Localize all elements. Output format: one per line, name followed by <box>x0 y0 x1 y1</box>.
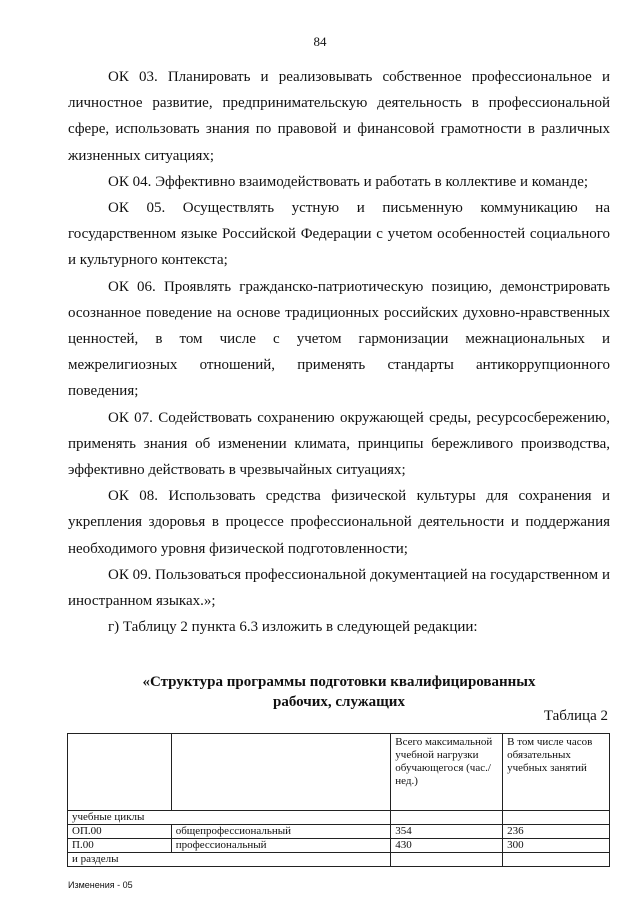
table-title <box>68 672 610 712</box>
table-row-section <box>68 811 610 825</box>
paragraph-instruction: г) Таблицу 2 пункта 6.3 изложить в следующей редакции: <box>108 619 478 636</box>
header-cell-empty <box>68 734 172 811</box>
structure-table <box>67 733 610 867</box>
cell-mandatory: 236 <box>503 825 610 839</box>
table-header-row <box>68 734 610 811</box>
table-row-section <box>68 853 610 867</box>
cell-name: общепрофессиональный <box>171 825 391 839</box>
paragraph-ok08: ОК 08. Использовать средства физической культуры для сохранения и укрепления здоровья в процессе профессиональной деятельности и поддержания необходимого уровня физической подготовленности; <box>68 488 610 557</box>
section-parts: и разделы <box>68 853 391 867</box>
cell-max-load: 430 <box>391 839 503 853</box>
cell-code: ОП.00 <box>68 825 172 839</box>
footer-note: Изменения - 05 <box>68 880 133 890</box>
page-number: 84 <box>313 34 327 49</box>
cell-max-load: 354 <box>391 825 503 839</box>
document-body <box>68 64 610 640</box>
header-cell-empty <box>171 734 391 811</box>
paragraph-ok06: ОК 06. Проявлять гражданско-патриотическую позицию, демонстрировать осознанное поведение на основе традиционных российских духовно-нравственных ценностей, в том числе с учетом гармонизации межнациональных и межрелигиозных отношений, применять стандарты антикоррупционного поведения; <box>68 278 610 400</box>
paragraph-ok03: ОК 03. Планировать и реализовывать собственное профессиональное и личностное развитие, предпринимательскую деятельность в профессиональной сфере, использовать знания по правовой и финансовой грамотности в различных жизненных ситуациях; <box>68 69 610 164</box>
cell-name: профессиональный <box>171 839 391 853</box>
table-row <box>68 839 610 853</box>
cell-mandatory: 300 <box>503 839 610 853</box>
section-cycles: учебные циклы <box>68 811 391 825</box>
table-label: Таблица 2 <box>543 708 608 724</box>
cell-empty <box>503 811 610 825</box>
cell-empty <box>391 811 503 825</box>
paragraph-ok09: ОК 09. Пользоваться профессиональной документацией на государственном и иностранном языках.»; <box>68 566 610 610</box>
table-row <box>68 825 610 839</box>
table-title-line1: «Структура программы подготовки квалифицированных <box>142 674 536 690</box>
header-mandatory: В том числе часов обязательных учебных занятий <box>503 734 610 811</box>
header-max-load: Всего максимальной учебной нагрузки обучающегося (час./нед.) <box>391 734 503 811</box>
paragraph-ok07: ОК 07. Содействовать сохранению окружающей среды, ресурсосбережению, применять знания об изменении климата, принципы бережливого производства, эффективно действовать в чрезвычайных ситуациях; <box>68 409 610 479</box>
paragraph-ok05: ОК 05. Осуществлять устную и письменную коммуникацию на государственном языке Российской Федерации с учетом особенностей социального и культурного контекста; <box>68 200 610 269</box>
table-title-line2: рабочих, служащих <box>273 694 405 710</box>
paragraph-ok04: ОК 04. Эффективно взаимодействовать и работать в коллективе и команде; <box>108 173 589 190</box>
cell-code: П.00 <box>68 839 172 853</box>
cell-empty <box>391 853 503 867</box>
cell-empty <box>503 853 610 867</box>
